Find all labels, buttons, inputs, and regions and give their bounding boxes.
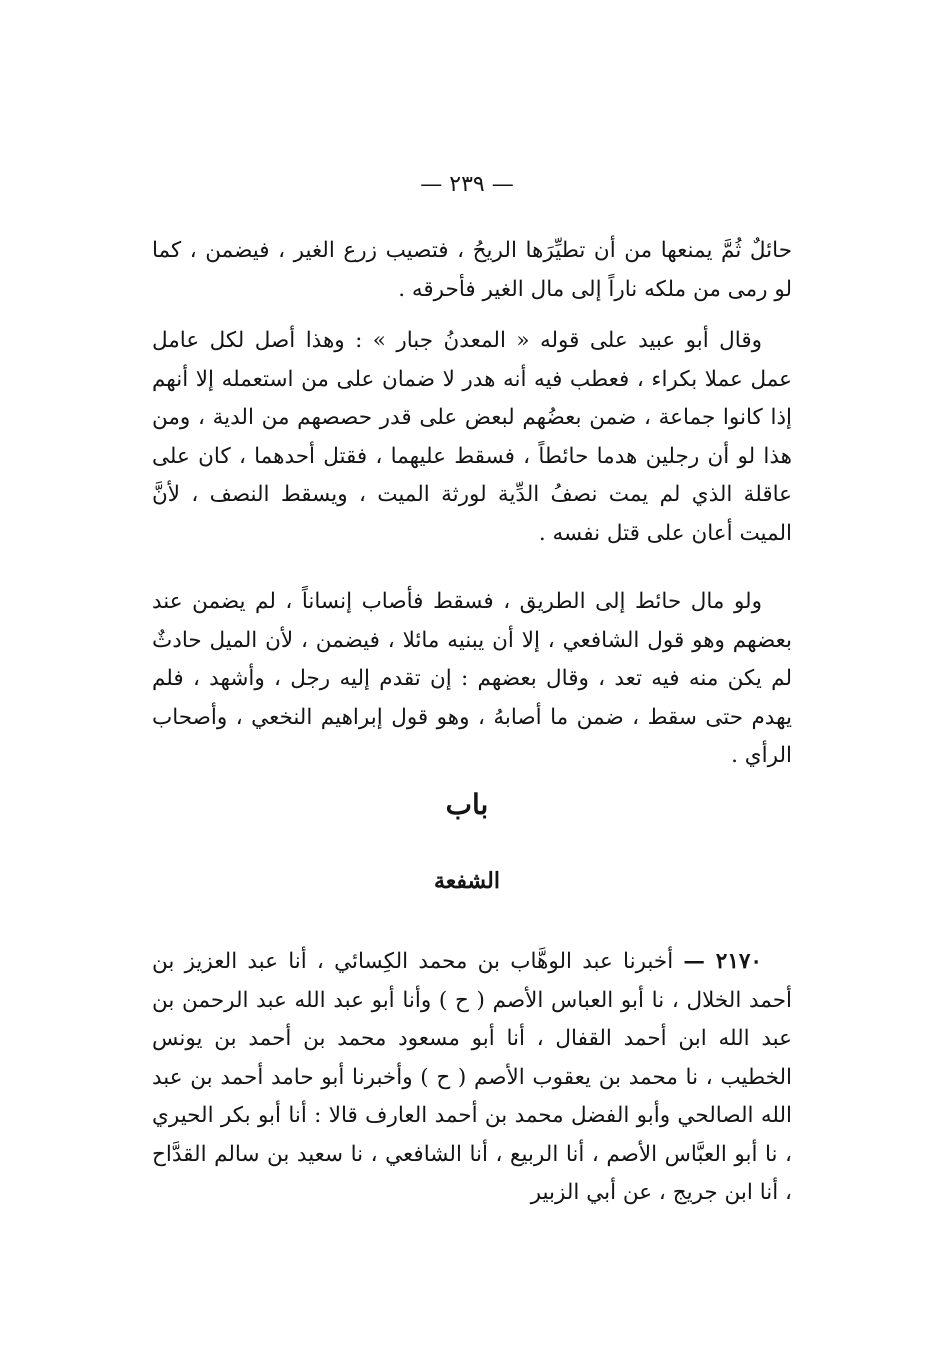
chapter-heading: باب [445, 788, 489, 821]
paragraph-text: ولو مال حائط إلى الطريق ، فسقط فأصاب إنساناً ، لم يضمن عند بعضهم وهو قول الشافعي ، إلا أن يبنيه مائلا ، فيضمن ، لأن الميل حادثٌ لم يكن منه فيه تعد ، وقال بعضهم : إن تقدم إليه رجل ، وأشهد ، فلم يهدم حتى سقط ، ضمن ما أصابهُ ، وهو قول إبراهيم النخعي ، وأصحاب الرأي . [152, 589, 792, 768]
hadith-entry-text [152, 943, 792, 1213]
paragraph-continuation [152, 232, 792, 309]
hadith-chain: أخبرنا عبد الوهَّاب بن محمد الكِسائي ، أنا عبد العزيز بن أحمد الخلال ، نا أبو العباس الأصم ( ح ) وأنا أبو عبد الله عبد الرحمن بن عبد الله ابن أحمد القفال ، أنا أبو مسعود محمد بن أحمد بن يونس الخطيب ، نا محمد بن يعقوب الأصم ( ح ) وأخبرنا أبو حامد أحمد بن عبد الله الصالحي وأبو الفضل محمد بن أحمد العارف قالا : أنا أبو بكر الحيري ، نا أبو العبَّاس الأصم ، أنا الربيع ، أنا الشافعي ، نا سعيد بن سالم القدَّاح ، أنا ابن جريج ، عن أبي الزبير [152, 949, 792, 1205]
hadith-entry [152, 943, 792, 1213]
paragraph-text: وقال أبو عبيد على قوله « المعدنُ جبار » : وهذا أصل لكل عامل عمل عملا بكراء ، فعطب فيه أنه هدر لا ضمان على من استعمله إلا أنهم إذا كانوا جماعة ، ضمن بعضُهم لبعض على قدر حصصهم من الدية ، ومن هذا لو أن رجلين هدما حائطاً ، فسقط عليهما ، فقتل أحدهما ، كان على عاقلة الذي لم يمت نصفُ الدِّية لورثة الميت ، ويسقط النصف ، لأنَّ الميت أعان على قتل نفسه . [152, 328, 792, 546]
chapter-subheading: الشفعة [434, 868, 500, 894]
page-number: — ٢٣٩ — [420, 172, 514, 197]
paragraph-leaning-wall [152, 583, 792, 776]
paragraph-abu-ubaid [152, 322, 792, 553]
paragraph-text: حائلٌ ثُمَّ يمنعها من أن تطيِّرَها الريحُ ، فتصيب زرع الغير ، فيضمن ، كما لو رمى من ملكه ناراً إلى مال الغير فأحرقه . [152, 238, 792, 302]
hadith-number: ٢١٧٠ — [683, 949, 762, 974]
